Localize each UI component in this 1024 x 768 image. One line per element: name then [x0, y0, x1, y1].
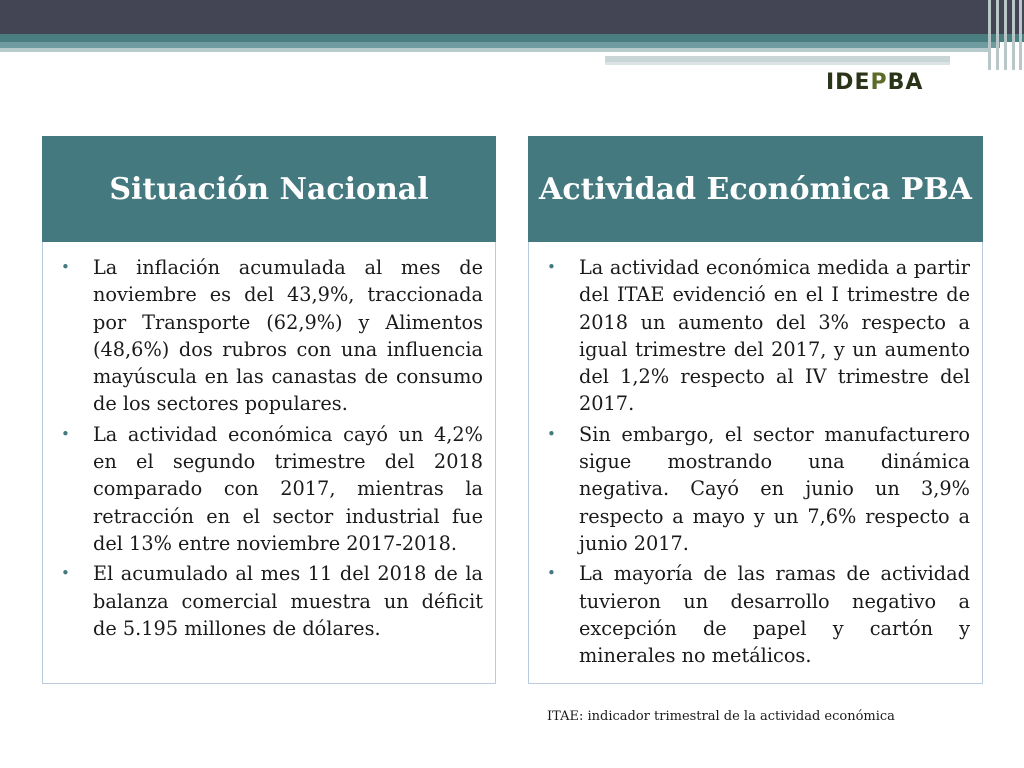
accent-bar-thin — [605, 62, 950, 65]
corner-stripes — [984, 0, 1024, 70]
list-item: • La inflación acumulada al mes de noviembre es del 43,9%, traccionada por Transporte (62,9%) y Alimentos (48,6%) dos rubros con una influencia mayúscula en las canastas de consumo de los sectores populares. — [61, 256, 483, 416]
list-item: • La mayoría de las ramas de actividad tuvieron un desarrollo negativo a excepción de papel y cartón y minerales no metálicos. — [547, 562, 970, 668]
top-light-bar — [0, 48, 990, 52]
idepba-logo — [826, 68, 948, 98]
bullet-icon: • — [61, 424, 70, 443]
top-dark-bar — [0, 0, 1024, 34]
bullet-icon: • — [547, 258, 556, 276]
bullet-icon: • — [61, 564, 70, 583]
panel-body-actividad-economica-pba — [528, 242, 983, 684]
list-item: • La actividad económica medida a partir del ITAE evidenció en el I trimestre de 2018 un aumento del 3% respecto a igual trimestre del 2017, y un aumento del 1,2% respecto al IV trimestre del 2017. — [547, 256, 970, 416]
bullet-list — [43, 254, 483, 642]
panel-title-situacion-nacional: Situación Nacional — [42, 136, 496, 242]
footnote: ITAE: indicador trimestral de la actividad económica — [547, 709, 895, 724]
bullet-icon: • — [547, 424, 556, 443]
list-item: • Sin embargo, el sector manufacturero sigue mostrando una dinámica negativa. Cayó en junio un 3,9% respecto a mayo y un 7,6% respecto a junio 2017. — [547, 422, 970, 555]
list-item: • El acumulado al mes 11 del 2018 de la balanza comercial muestra un déficit de 5.195 millones de dólares. — [61, 562, 483, 640]
top-teal-bar — [0, 34, 1024, 42]
bullet-icon: • — [61, 258, 70, 276]
bullet-icon: • — [547, 564, 556, 583]
panel-body-situacion-nacional — [42, 242, 496, 684]
bullet-list — [529, 254, 970, 669]
list-item: • La actividad económica cayó un 4,2% en el segundo trimestre del 2018 comparado con 2017, mientras la retracción en el sector industrial fue del 13% entre noviembre 2017-2018. — [61, 422, 483, 555]
logo-wordmark: IDEPBA — [826, 70, 924, 95]
panel-title-actividad-economica-pba: Actividad Económica PBA — [528, 136, 983, 242]
